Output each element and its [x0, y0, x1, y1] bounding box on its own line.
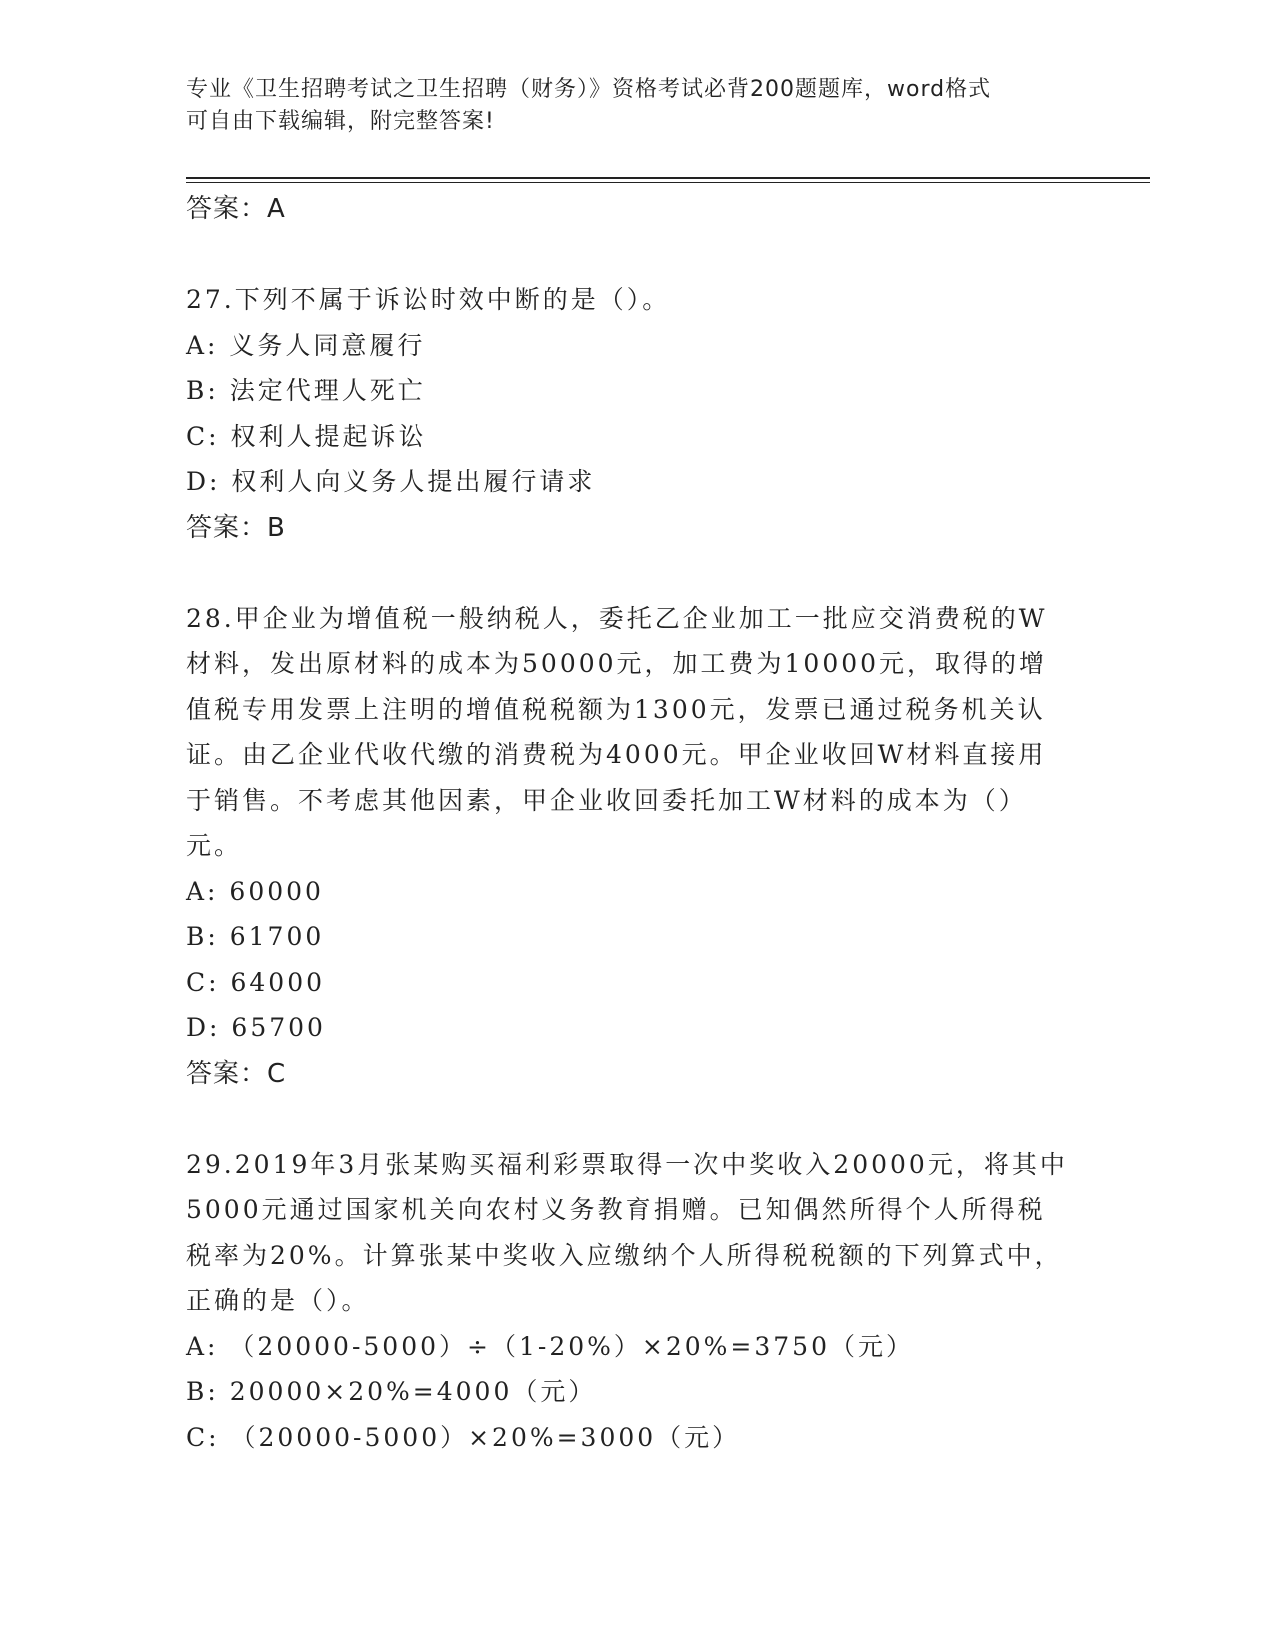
question-29-option-b: B: 20000×20%=4000（元）: [186, 1377, 597, 1406]
question-27-option-a: A: 义务人同意履行: [186, 330, 426, 360]
question-27-option-c: C: 权利人提起诉讼: [186, 421, 427, 451]
header-divider-thick: [186, 177, 1150, 179]
question-29: [186, 1142, 1086, 1461]
spacer: [186, 551, 1086, 596]
question-28-stem-line-5: 于销售。不考虑其他因素，甲企业收回委托加工W材料的成本为（）: [186, 785, 1027, 815]
question-29-stem-line-2: 5000元通过国家机关向农村义务教育捐赠。已知偶然所得个人所得税: [186, 1195, 1046, 1224]
question-28-stem-line-3: 值税专用发票上注明的增值税税额为1300元，发票已通过税务机关认: [186, 694, 1046, 724]
question-28: [186, 596, 1086, 1097]
question-29-option-a: A: （20000-5000）÷（1-20%）×20%=3750（元）: [186, 1331, 914, 1361]
question-27-option-d: D: 权利人向义务人提出履行请求: [186, 467, 596, 496]
header-title-line-2: 可自由下载编辑，附完整答案!: [186, 109, 495, 134]
question-28-option-a: A: 60000: [186, 876, 324, 906]
question-27-option-b: B: 法定代理人死亡: [186, 376, 426, 405]
question-29-stem-line-3: 税率为20%。计算张某中奖收入应缴纳个人所得税税额的下列算式中，: [186, 1240, 1063, 1270]
question-27-stem: 27.下列不属于诉讼时效中断的是（）。: [186, 285, 671, 314]
question-28-option-b: B: 61700: [186, 922, 325, 951]
question-28-option-d: D: 65700: [186, 1013, 326, 1042]
question-27: [186, 277, 1086, 551]
previous-question-answer: 答案：A: [186, 194, 286, 224]
spacer: [186, 232, 1086, 277]
question-29-option-c: C: （20000-5000）×20%=3000（元）: [186, 1422, 741, 1452]
question-28-option-c: C: 64000: [186, 967, 326, 997]
question-29-stem-line-1: 29.2019年3月张某购买福利彩票取得一次中奖收入20000元，将其中: [186, 1149, 1068, 1179]
header-title-line-1: 专业《卫生招聘考试之卫生招聘（财务）》资格考试必背200题题库，word格式: [186, 77, 992, 102]
question-list: [186, 186, 1086, 1460]
question-27-answer: 答案：B: [186, 512, 286, 543]
question-29-stem-line-4: 正确的是（）。: [186, 1286, 370, 1315]
question-28-stem-line-6: 元。: [186, 831, 243, 860]
question-28-stem-line-1: 28.甲企业为增值税一般纳税人，委托乙企业加工一批应交消费税的W: [186, 603, 1048, 633]
header-divider-thin: [186, 182, 1150, 183]
spacer: [186, 1097, 1086, 1142]
question-28-stem-line-2: 材料，发出原材料的成本为50000元，加工费为10000元，取得的增: [186, 649, 1048, 678]
document-header: [186, 74, 1086, 138]
question-28-answer: 答案：C: [186, 1058, 287, 1089]
question-28-stem-line-4: 证。由乙企业代收代缴的消费税为4000元。甲企业收回W材料直接用: [186, 740, 1047, 769]
